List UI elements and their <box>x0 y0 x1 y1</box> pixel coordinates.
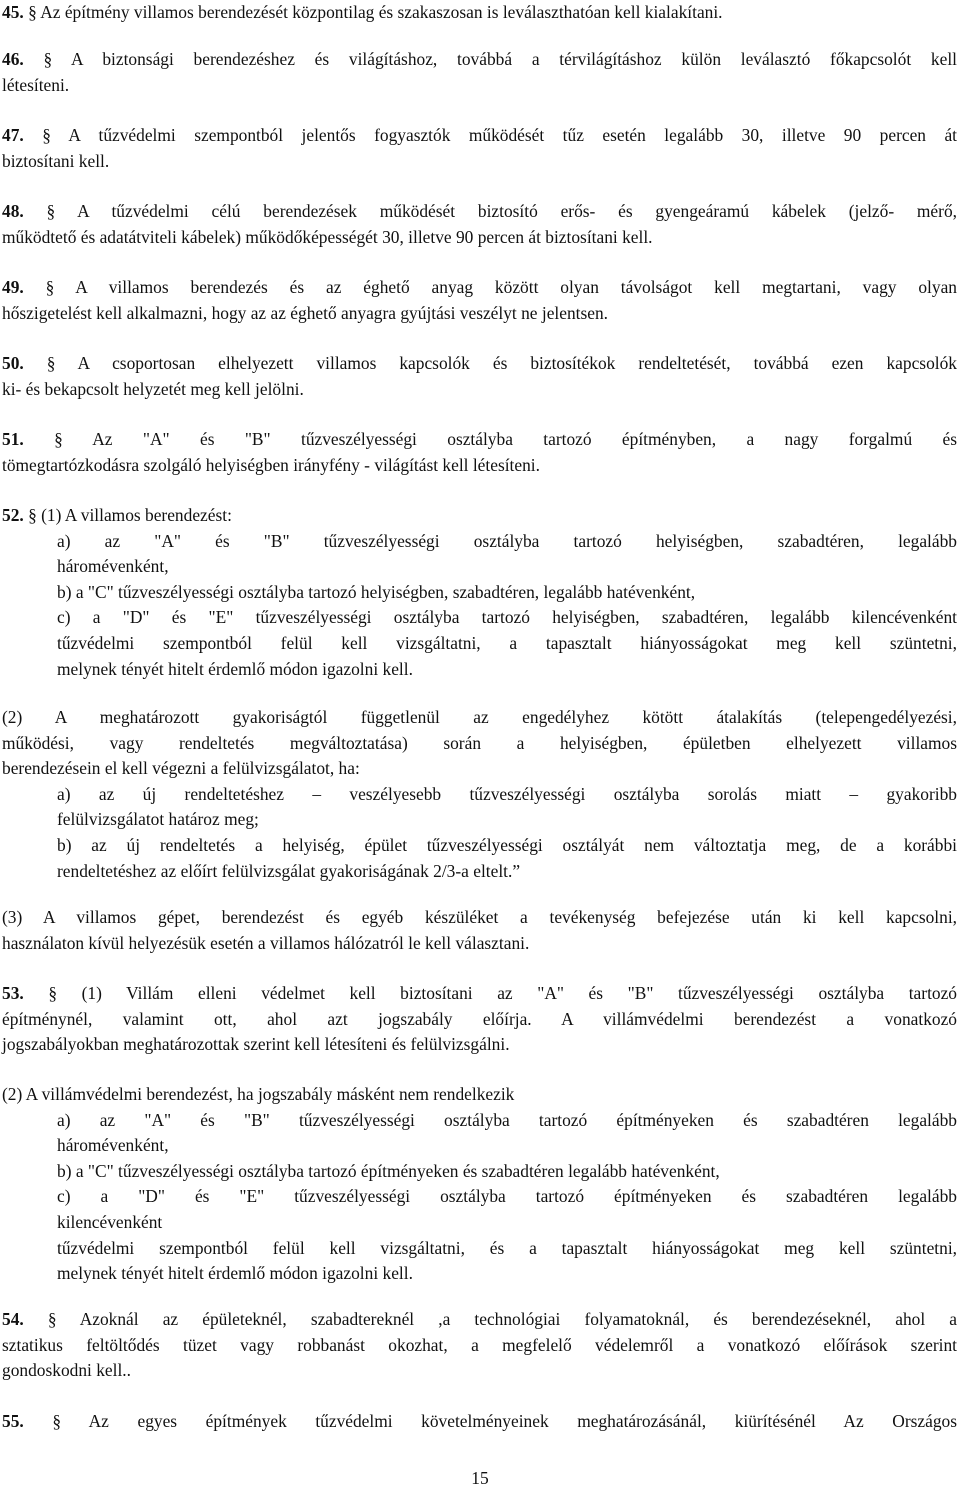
paragraph-text: A biztonsági berendezéshez és világításhoz, továbbá a térvilágításhoz külön leválasztó főkapcsolót kell <box>70 49 957 69</box>
paragraph-text: Az "A" és "B" tűzveszélyességi osztályba tartozó építményben, a nagy forgalmú és <box>92 429 957 449</box>
paragraph-53: 53. § (1) Villám elleni védelmet kell biztosítani az "A" és "B" tűzveszélyességi osztályba tartozó építménynél, valamint ott, ahol azt jogszabály előírja. A villámvédelmi berendezést a vonatkozó jogszabályokban meghatározottak szerint kell létesíteni és felülvizsgálni. <box>2 981 957 1058</box>
paragraph-number: 51. <box>2 429 24 449</box>
list-item: tűzvédelmi szempontból felül kell vizsgáltatni, és a tapasztalt hiányosságokat meg kell szüntetni, <box>57 1237 957 1258</box>
paragraph-text: A csoportosan elhelyezett villamos kapcsolók és biztosítékok rendeltetését, továbbá ezen kapcsolók <box>77 353 957 373</box>
list-item: tűzvédelmi szempontból felül kell vizsgáltatni, a tapasztalt hiányosságokat meg kell szüntetni, <box>57 632 957 653</box>
paragraph-text: építménynél, valamint ott, ahol azt jogszabály előírja. A villámvédelmi berendezést a vonatkozó <box>2 1008 957 1029</box>
paragraph-number: 53. <box>2 983 24 1003</box>
paragraph-48: 48. § A tűzvédelmi célú berendezések működését biztosító erős- és gyengeáramú kábelek (jelző- mérő, működtető és adatátviteli kábelek) működőképességét 30, illetve 90 percen át biztosítani kell. <box>2 199 957 250</box>
list-item: c) a "D" és "E" tűzveszélyességi osztályba tartozó helyiségben, szabadtéren, legalább kilencévenként <box>57 607 957 628</box>
paragraph-number: 52. <box>2 505 24 525</box>
paragraph-number: 55. <box>2 1411 24 1431</box>
paragraph-text: létesíteni. <box>2 74 70 95</box>
paragraph-46: 46. § A biztonsági berendezéshez és világításhoz, továbbá a térvilágításhoz külön leválasztó főkapcsolót kell létesíteni. <box>2 47 957 98</box>
paragraph-text: (2) A villámvédelmi berendezést, ha jogszabály másként nem rendelkezik <box>2 1084 515 1104</box>
list-item: b) a "C" tűzveszélyességi osztályba tartozó építményeken és szabadtéren legalább hatévenként, <box>57 1160 720 1181</box>
paragraph-52-2 <box>2 705 957 884</box>
paragraph-text: működtető és adatátviteli kábelek) működőképességét 30, illetve 90 percen át biztosítani kell. <box>2 226 653 247</box>
paragraph-text: Azoknál az épületeknél, szabadtereknél ,a technológiai folyamatoknál, és berendezéseknél, ahol a <box>79 1309 958 1329</box>
paragraph-text: sztatikus feltöltődés tüzet vagy robbanást okozhat, a megfelelő védelemről a vonatkozó előírások szerint <box>2 1334 957 1355</box>
paragraph-text: Az építmény villamos berendezését központilag és szakaszosan is leválaszthatóan kell kialakítani. <box>40 2 723 22</box>
paragraph-text: ki- és bekapcsolt helyzetét meg kell jelölni. <box>2 378 304 399</box>
paragraph-text: hőszigetelést kell alkalmazni, hogy az az éghető anyagra gyújtási veszélyt ne jelentsen. <box>2 302 609 323</box>
list-item: rendeltetéshez az előírt felülvizsgálat gyakoriságának 2/3-a eltelt.” <box>57 860 521 881</box>
paragraph-49: 49. § A villamos berendezés és az éghető anyag között olyan távolságot kell megtartani, vagy olyan hőszigetelést kell alkalmazni, hogy az az éghető anyagra gyújtási veszélyt ne jelentsen. <box>2 275 957 326</box>
paragraph-text: (1) Villám elleni védelmet kell biztosítani az "A" és "B" tűzveszélyességi osztályba tartozó <box>81 983 958 1003</box>
paragraph-52: 52. § (1) A villamos berendezést: a) az "A" és "B" tűzveszélyességi osztályba tartozó helyiségben, szabadtéren, legalább háromévenként, b) a "C" tűzveszélyességi osztályba tartozó helyiségben, szabadtéren, legalább hatévenként, c) a "D" és "E" tűzveszélyességi osztályba tartozó helyiségben, szabadtéren, legalább kilencévenként tűzvédelmi szempontból felül kell vizsgáltatni, a tapasztalt hiányosságokat meg kell szüntetni, melynek tényét hitelt érdemlő módon igazolni kell. <box>2 503 957 682</box>
paragraph-text: tömegtartózkodásra szolgáló helyiségben irányfény - világítást kell létesíteni. <box>2 454 540 475</box>
paragraph-55: 55. § Az egyes építmények tűzvédelmi követelményeinek meghatározásánál, kiürítésénél Az Országos <box>2 1411 957 1431</box>
paragraph-text: berendezésein el kell végezni a felülvizsgálatot, ha: <box>2 758 360 779</box>
paragraph-text: működési, vagy rendeltetés megváltoztatása) során a helyiségben, épületben elhelyezett villamos <box>2 732 957 753</box>
list-item: b) a "C" tűzveszélyességi osztályba tartozó helyiségben, szabadtéren, legalább hatévenként, <box>57 581 696 602</box>
list-item: a) az "A" és "B" tűzveszélyességi osztályba tartozó helyiségben, szabadtéren, legalább <box>57 530 957 551</box>
paragraph-text: (2) A meghatározott gyakoriságtól függetlenül az engedélyhez kötött átalakítás (telepengedélyezési, <box>2 707 957 727</box>
paragraph-47: 47. § A tűzvédelmi szempontból jelentős fogyasztók működését tűz esetén legalább 30, illetve 90 percen át biztosítani kell. <box>2 123 957 174</box>
list-item: b) az új rendeltetés a helyiség, épület tűzveszélyességi osztályát nem változtatja meg, de a korábbi <box>57 834 957 855</box>
list-item: melynek tényét hitelt érdemlő módon igazolni kell. <box>57 658 413 679</box>
paragraph-number: 50. <box>2 353 24 373</box>
list-item: a) az új rendeltetéshez – veszélyesebb tűzveszélyességi osztályba sorolás miatt – gyakoribb <box>57 783 957 804</box>
paragraph-53-2 <box>2 1082 957 1287</box>
paragraph-number: 49. <box>2 277 24 297</box>
paragraph-text: (3) A villamos gépet, berendezést és egyéb készüléket a tevékenység befejezése után ki kell kapcsolni, <box>2 907 957 927</box>
paragraph-number: 46. <box>2 49 24 69</box>
paragraph-50: 50. § A csoportosan elhelyezett villamos kapcsolók és biztosítékok rendeltetését, továbbá ezen kapcsolók ki- és bekapcsolt helyzetét meg kell jelölni. <box>2 351 957 402</box>
paragraph-text: biztosítani kell. <box>2 150 110 171</box>
paragraph-text: gondoskodni kell.. <box>2 1360 131 1381</box>
paragraph-text: (1) A villamos berendezést: <box>41 505 232 525</box>
list-item: a) az "A" és "B" tűzveszélyességi osztályba tartozó építményeken és szabadtéren legalább <box>57 1109 957 1130</box>
list-item: kilencévenként <box>57 1211 163 1232</box>
paragraph-text: Az egyes építmények tűzvédelmi követelményeinek meghatározásánál, kiürítésénél Az Országos <box>88 1411 957 1431</box>
paragraph-45: 45. § Az építmény villamos berendezését központilag és szakaszosan is leválaszthatóan kell kialakítani. <box>2 2 723 22</box>
paragraph-54: 54. § Azoknál az épületeknél, szabadtereknél ,a technológiai folyamatoknál, és berendezéseknél, ahol a sztatikus feltöltődés tüzet vagy robbanást okozhat, a megfelelő védelemről a vonatkozó előírások szerint gondoskodni kell.. <box>2 1307 957 1384</box>
paragraph-number: 47. <box>2 125 24 145</box>
page-number: 15 <box>471 1468 489 1488</box>
list-item: felülvizsgálatot határoz meg; <box>57 809 259 830</box>
list-item: melynek tényét hitelt érdemlő módon igazolni kell. <box>57 1263 413 1284</box>
paragraph-number: 48. <box>2 201 24 221</box>
paragraph-number: 45. <box>2 2 24 22</box>
paragraph-text: A tűzvédelmi szempontból jelentős fogyasztók működését tűz esetén legalább 30, illetve 90 percen át <box>68 125 958 145</box>
paragraph-52-3 <box>2 905 957 956</box>
list-item: háromévenként, <box>57 556 169 577</box>
paragraph-text: jogszabályokban meghatározottak szerint kell létesíteni és felülvizsgálni. <box>2 1034 510 1055</box>
paragraph-text: használaton kívül helyezésük esetén a villamos hálózatról le kell választani. <box>2 932 530 953</box>
list-item: háromévenként, <box>57 1135 169 1156</box>
list-item: c) a "D" és "E" tűzveszélyességi osztályba tartozó építményeken és szabadtéren legalább <box>57 1186 957 1207</box>
paragraph-text: A villamos berendezés és az éghető anyag között olyan távolságot kell megtartani, vagy olyan <box>75 277 958 297</box>
paragraph-text: A tűzvédelmi célú berendezések működését biztosító erős- és gyengeáramú kábelek (jelző- mérő, <box>77 201 957 221</box>
paragraph-51: 51. § Az "A" és "B" tűzveszélyességi osztályba tartozó építményben, a nagy forgalmú és tömegtartózkodásra szolgáló helyiségben irányfény - világítást kell létesíteni. <box>2 427 957 478</box>
paragraph-number: 54. <box>2 1309 24 1329</box>
